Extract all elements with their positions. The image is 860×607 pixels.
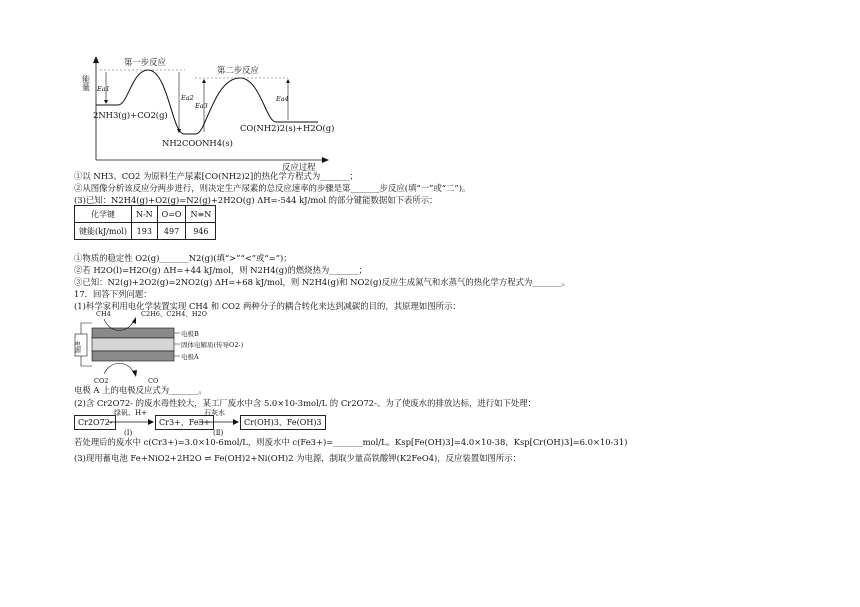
flow-arrow1-top: 绿矾、H+ <box>114 409 147 417</box>
question-line: ③已知：N2(g)+2O2(g)=2NO2(g) ΔH=+68 kJ/mol，则 N2H4(g)和 NO2(g)反应生成氮气和水蒸气的热化学方程式为_______。 <box>74 277 571 287</box>
ea4-label: Ea4 <box>276 95 289 103</box>
power-label: 电源 <box>73 341 81 353</box>
table-cell: 193 <box>131 223 157 240</box>
flow-arrow1-bottom: (Ⅰ) <box>124 429 133 437</box>
products-label: C2H6、C2H4、H2O <box>141 310 207 318</box>
product-label: CO(NH2)2(s)+H2O(g) <box>240 123 335 133</box>
question-line: (2)含 Cr2O72- 的废水毒性较大，某工厂废水中含 5.0×10-3mol/L 的 Cr2O72-。为了使废水的排放达标，进行如下处理： <box>74 398 537 408</box>
flow-arrow2-bottom: (Ⅱ) <box>213 429 224 437</box>
table-cell: O=O <box>157 206 186 223</box>
question-line: (3)已知：N2H4(g)+O2(g)=N2(g)+2H2O(g) ΔH=-544 kJ/mol 的部分键能数据如下表所示： <box>74 195 438 205</box>
step1-label: 第一步反应 <box>124 57 166 67</box>
table-cell: 键能(kJ/mol) <box>75 223 132 240</box>
table-cell: 497 <box>157 223 186 240</box>
ea2-label: Ea2 <box>181 94 194 102</box>
flow-box-hydroxides: Cr(OH)3、Fe(OH)3 <box>240 415 326 430</box>
question-line: ②从图像分析该反应分两步进行，则决定生产尿素的总反应速率的步骤是第_______步反应(填“一”或“二”)。 <box>74 183 471 193</box>
electrolyte-label: 固体电解质(传导O2-) <box>181 341 244 349</box>
electrode-b-label: 电极B <box>181 330 199 338</box>
x-axis-label: 反应过程 <box>282 162 316 172</box>
ea1-label: Ea1 <box>97 85 110 93</box>
reactant-label: 2NH3(g)+CO2(g) <box>93 110 168 120</box>
question-line: (1)科学家利用电化学装置实现 CH4 和 CO2 两种分子的耦合转化来达到减碳的目的，其原理如图所示： <box>74 301 461 311</box>
flow-box-ions: Cr3+、Fe3+ <box>155 415 214 430</box>
question-line: ②若 H2O(l)=H2O(g) ΔH=+44 kJ/mol，则 N2H4(g)的燃烧热为_______； <box>74 265 367 275</box>
question-line: (3)现用蓄电池 Fe+NiO2+2H2O ⇌ Fe(OH)2+Ni(OH)2 为电源，制取少量高铁酸钾(K2FeO4)，反应装置如图所示： <box>74 453 522 463</box>
question-line: ①物质的稳定性 O2(g)_______N2(g)(填“>”“<”或“=”)； <box>74 253 292 263</box>
table-cell: N-N <box>131 206 157 223</box>
table-cell: 化学键 <box>75 206 132 223</box>
question-line: ①以 NH3、CO2 为原料生产尿素[CO(NH2)2]的热化学方程式为_______； <box>74 171 358 181</box>
question-line: 电极 A 上的电极反应式为_______。 <box>74 385 207 395</box>
ea3-label: Ea3 <box>195 102 208 110</box>
co2-label: CO2 <box>94 377 109 385</box>
table-cell: N≡N <box>186 206 216 223</box>
question-line: 若处理后的废水中 c(Cr3+)=3.0×10-6mol/L，则废水中 c(Fe3+)=_______mol/L。Ksp[Fe(OH)3]=4.0×10-38，Ksp[Cr(OH)3]=6.0×10-31) <box>74 437 628 447</box>
flow-box-dichromate: Cr2O72- <box>74 415 116 430</box>
flow-arrow2-top: 石灰水 <box>204 409 225 417</box>
question-line: 17．回答下列问题： <box>74 289 152 299</box>
intermediate-label: NH2COONH4(s) <box>162 138 233 148</box>
ch4-label: CH4 <box>96 310 111 318</box>
table-cell: 946 <box>186 223 216 240</box>
y-axis-label: 能量 <box>81 75 91 91</box>
electrode-a-label: 电极A <box>181 353 199 361</box>
co-label: CO <box>148 377 159 385</box>
step2-label: 第二步反应 <box>217 65 259 75</box>
